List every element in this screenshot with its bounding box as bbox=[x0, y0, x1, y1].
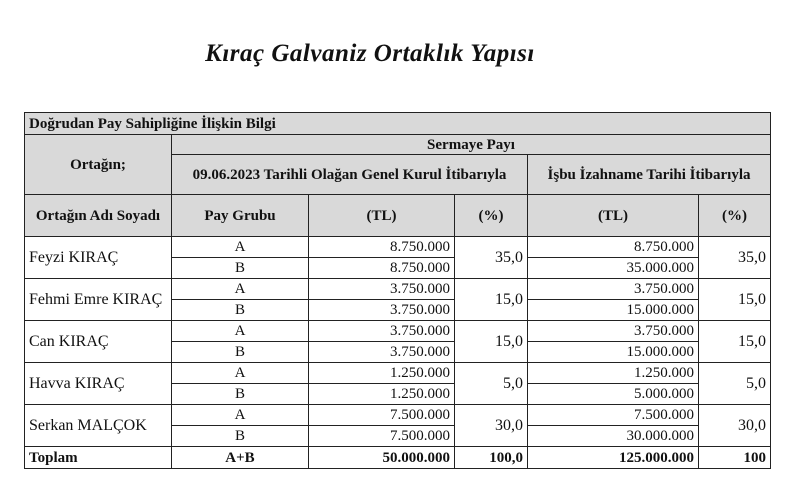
capital-tl-assembly: 1.250.000 bbox=[309, 363, 455, 384]
section-header: Doğrudan Pay Sahipliğine İlişkin Bilgi bbox=[25, 113, 771, 135]
share-group: B bbox=[172, 258, 309, 279]
share-pct-assembly: 35,0 bbox=[455, 237, 528, 279]
capital-tl-prospectus: 5.000.000 bbox=[528, 384, 699, 405]
header-tl-1: (TL) bbox=[309, 195, 455, 237]
total-tl-assembly: 50.000.000 bbox=[309, 447, 455, 469]
shareholder-name: Can KIRAÇ bbox=[25, 321, 172, 363]
total-tl-prospectus: 125.000.000 bbox=[528, 447, 699, 469]
capital-tl-prospectus: 15.000.000 bbox=[528, 342, 699, 363]
total-row bbox=[25, 447, 771, 469]
capital-tl-assembly: 7.500.000 bbox=[309, 405, 455, 426]
capital-tl-assembly: 3.750.000 bbox=[309, 279, 455, 300]
share-group: B bbox=[172, 426, 309, 447]
capital-tl-prospectus: 1.250.000 bbox=[528, 363, 699, 384]
ownership-table bbox=[24, 112, 771, 469]
total-pct-assembly: 100,0 bbox=[455, 447, 528, 469]
capital-tl-prospectus: 7.500.000 bbox=[528, 405, 699, 426]
header-sermaye-payi: Sermaye Payı bbox=[172, 135, 771, 155]
shareholder-name: Feyzi KIRAÇ bbox=[25, 237, 172, 279]
header-ortagin: Ortağın; bbox=[25, 135, 172, 195]
capital-tl-assembly: 7.500.000 bbox=[309, 426, 455, 447]
total-group: A+B bbox=[172, 447, 309, 469]
table-row bbox=[25, 405, 771, 426]
capital-tl-assembly: 8.750.000 bbox=[309, 258, 455, 279]
capital-tl-prospectus: 35.000.000 bbox=[528, 258, 699, 279]
table-row bbox=[25, 321, 771, 342]
share-group: B bbox=[172, 384, 309, 405]
share-group: B bbox=[172, 300, 309, 321]
capital-tl-prospectus: 15.000.000 bbox=[528, 300, 699, 321]
capital-tl-assembly: 3.750.000 bbox=[309, 300, 455, 321]
table-row bbox=[25, 279, 771, 300]
shareholder-name: Serkan MALÇOK bbox=[25, 405, 172, 447]
share-pct-prospectus: 15,0 bbox=[699, 279, 771, 321]
share-group: B bbox=[172, 342, 309, 363]
shareholder-name: Fehmi Emre KIRAÇ bbox=[25, 279, 172, 321]
share-group: A bbox=[172, 237, 309, 258]
share-group: A bbox=[172, 321, 309, 342]
share-pct-assembly: 5,0 bbox=[455, 363, 528, 405]
table-row bbox=[25, 237, 771, 258]
shareholder-name: Havva KIRAÇ bbox=[25, 363, 172, 405]
capital-tl-prospectus: 3.750.000 bbox=[528, 279, 699, 300]
share-pct-assembly: 15,0 bbox=[455, 321, 528, 363]
capital-tl-assembly: 3.750.000 bbox=[309, 321, 455, 342]
share-group: A bbox=[172, 363, 309, 384]
capital-tl-assembly: 1.250.000 bbox=[309, 384, 455, 405]
share-pct-prospectus: 35,0 bbox=[699, 237, 771, 279]
table-row bbox=[25, 363, 771, 384]
header-name: Ortağın Adı Soyadı bbox=[25, 195, 172, 237]
share-group: A bbox=[172, 279, 309, 300]
capital-tl-prospectus: 8.750.000 bbox=[528, 237, 699, 258]
header-pct-1: (%) bbox=[455, 195, 528, 237]
total-label: Toplam bbox=[25, 447, 172, 469]
capital-tl-prospectus: 3.750.000 bbox=[528, 321, 699, 342]
total-pct-prospectus: 100 bbox=[699, 447, 771, 469]
header-tl-2: (TL) bbox=[528, 195, 699, 237]
capital-tl-assembly: 3.750.000 bbox=[309, 342, 455, 363]
capital-tl-prospectus: 30.000.000 bbox=[528, 426, 699, 447]
share-pct-prospectus: 5,0 bbox=[699, 363, 771, 405]
header-date-prospectus: İşbu İzahname Tarihi İtibarıyla bbox=[528, 155, 771, 195]
share-pct-assembly: 15,0 bbox=[455, 279, 528, 321]
header-pct-2: (%) bbox=[699, 195, 771, 237]
page-title: Kıraç Galvaniz Ortaklık Yapısı bbox=[205, 40, 535, 67]
share-pct-assembly: 30,0 bbox=[455, 405, 528, 447]
header-pay-grubu: Pay Grubu bbox=[172, 195, 309, 237]
share-pct-prospectus: 15,0 bbox=[699, 321, 771, 363]
capital-tl-assembly: 8.750.000 bbox=[309, 237, 455, 258]
share-pct-prospectus: 30,0 bbox=[699, 405, 771, 447]
share-group: A bbox=[172, 405, 309, 426]
header-date-general-assembly: 09.06.2023 Tarihli Olağan Genel Kurul İtibarıyla bbox=[172, 155, 528, 195]
